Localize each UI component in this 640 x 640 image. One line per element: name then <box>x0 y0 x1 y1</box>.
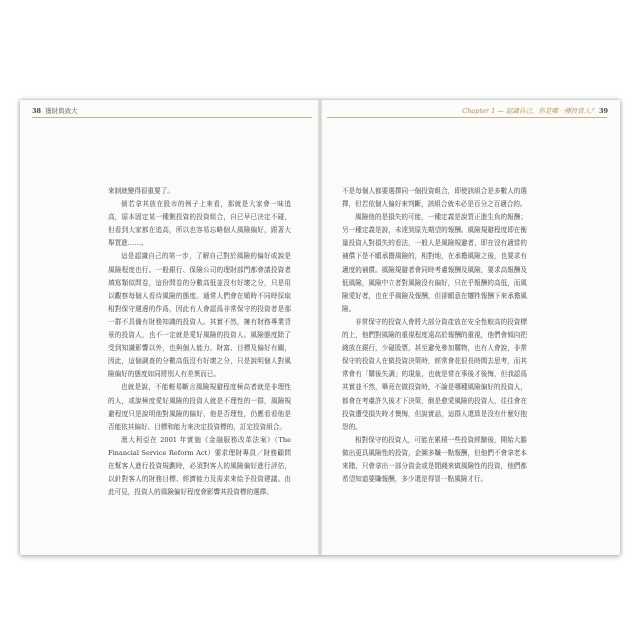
paragraph: 倘若拿其放在股市的例子上來看，那就是大家會一味追高，原本固定某一種側投資的投資組合，自已早已決定不碰，但看到大家都在追高，所以也容易忘略個人風險偏好，跟著大舉買進……。 <box>108 200 291 248</box>
right-body-text <box>342 185 527 486</box>
paragraph: 非常保守的投資人會將大部分資產放在安全性較高的投資標的上，他們對風險的重視程度遠高於報酬的重視，他們會傾向把錢放在銀行，少碰股票，甚至避免參加購物，也有人會說，非常保守的投資人在做投資決策時，經常會花很長時間去思考，而其常會有「購後失調」的現象，也就是常在事後才後悔，但我認爲其實並不然，畢竟在做投資時，不論是哪種風險偏好的投資人，都會在考慮許久後才下決策，倒是愈愛風險的投資人，往往會在投資遭受損失時才懊悔，但說實話，這群人還算是沒有什麼好抱怨的。 <box>342 317 527 431</box>
paragraph: 也就是說，不能輕易斷言風險規避程度極高者就是非理性的人，或說極度愛好風險的投資人就是不理性的一群，風險規避程度只是說明他對風險的偏好，他是否理性，仍應看看他是否能依其偏好、目標和能力來決定投資標的，訂定投資組合。 <box>108 383 291 431</box>
paragraph: 這是認識自己的第一步，了解自己對於風險的偏好或說是風險程度也行。一般銀行、保險公司的理財部門都會請投資者填寫類似問卷，這份問卷的分數高低並沒有好壞之分，只是用以觀察每個人看待風險的態度。通常人們會在順時不同時採取相對保守週邊的作爲，因此有人會認爲非常保守的投資者是那一群不具備有財務知識的投資人。其實不然，擁有財務專業背景的投資人，也不一定就是愛好風險的投資人。風險態度除了受到知識影響以外，也與個人能力、財富、目標及偏好有關，因此，這個調查的分數高低沒有好壞之分，只是說明個人對風險偏好的態度如同將別人有差異而已。 <box>108 252 291 379</box>
left-page-number: 38 <box>32 107 42 115</box>
left-body-text <box>108 185 291 499</box>
book-title: 獲財與致大 <box>45 107 78 115</box>
right-header-rule <box>327 117 607 118</box>
paragraph: 不是每個人都要選擇同一個投資組合，即使該組合是多數人的選擇，但若依個人偏好來判斷，該組合就未必是百分之百適合的。 <box>342 187 527 209</box>
left-page <box>20 100 319 555</box>
right-page <box>321 100 620 555</box>
right-page-number: 39 <box>598 107 608 115</box>
paragraph: 風險他的是損失的可能，一種定義是說買正進生負的報酬；另一種定義是說，未達到原先期望的報酬。風險規避程度即在衡量投資人對損失的看法，一般人是風險規避者，即在沒有適當的補償下是不願承擔風險的，相對地，在承擔風險之後，也要求有適度的補償。風險規避者會同時考慮報酬及風險，要求高報酬及低風險，風險中立者對風險沒有偏好，只在乎報酬的高低，而風險愛好者，也在乎風險及報酬，但卻願意在犧牲報酬下來承擔風險。 <box>342 213 527 313</box>
paragraph: 來制就變得很重要了。 <box>108 187 174 195</box>
left-running-head <box>32 107 78 115</box>
paragraph: 澳大利亞在 2001 年實施《金融服務改革法案》（The Financial Service Reform Act）要求理財專員／財務顧問在幫客人進行投資規劃時，必須對客人的風險偏好進行評估，以針對客人的財務目標、經濟能力及需求來給予投資建議。由此可見，投資人的風險偏好程度會影響其投資標的選擇。 <box>108 435 291 497</box>
right-running-head <box>462 107 608 115</box>
chapter-title: Chapter 1 — 認識自己，你是哪一種投資人？ <box>462 107 597 115</box>
book-spread <box>20 100 620 555</box>
paragraph: 相對保守的投資人，可能在累積一些投資經驗後，開始大膽做出更具風險性的投資，企圖多賺一點報酬，但他們不會拿老本來賭，只會拿出一部分資金或是閒錢來做風險性的投資，他們都希望知道要賺報酬，多少還是得冒一點風險才行。 <box>342 435 527 484</box>
left-header-rule <box>32 117 312 118</box>
